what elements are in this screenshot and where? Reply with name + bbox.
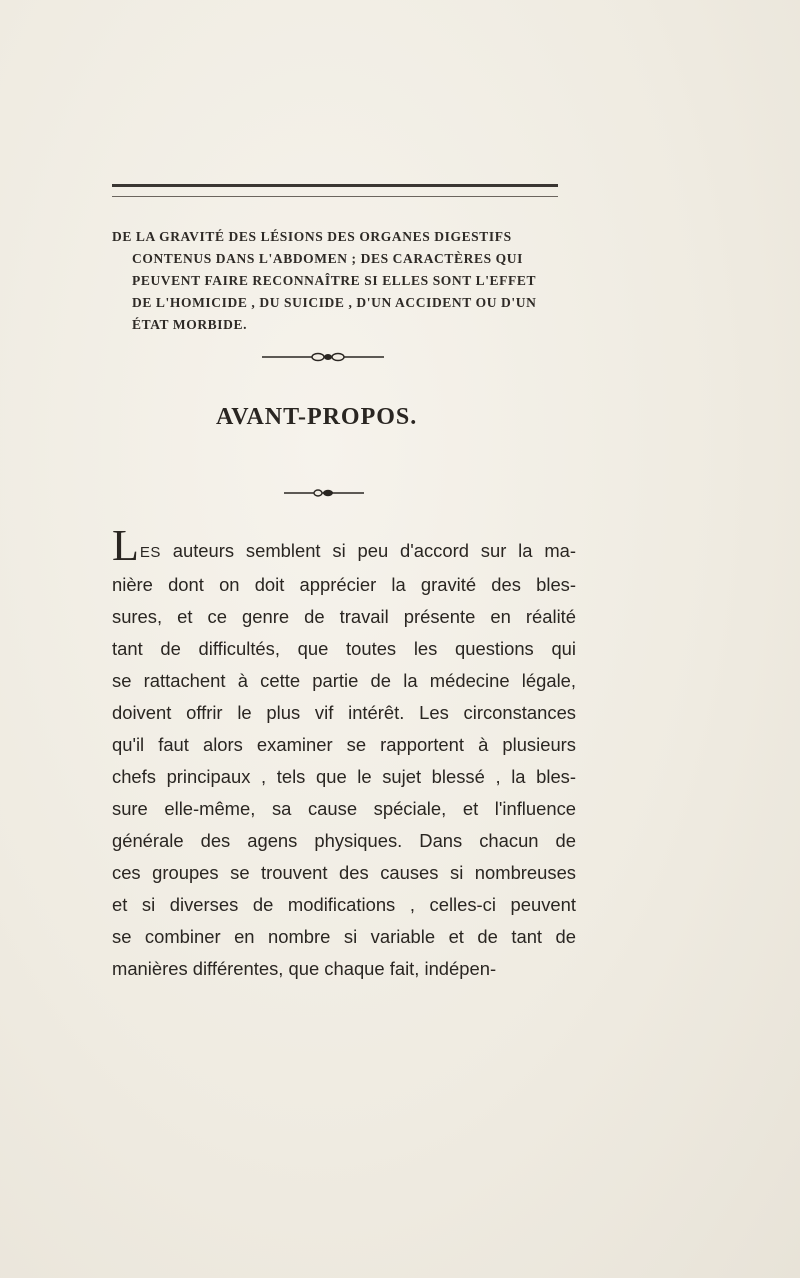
body-line-9: sure elle-même, sa cause spéciale, et l'influence	[112, 798, 576, 819]
body-line-13: se combiner en nombre si variable et de tant de	[112, 926, 576, 947]
body-line-6: doivent offrir le plus vif intérêt. Les circonstances	[112, 702, 576, 723]
body-line-3: sures, et ce genre de travail présente en réalité	[112, 606, 576, 627]
drop-cap-rest: ES	[139, 544, 161, 561]
drop-cap: L	[112, 521, 139, 570]
heading-line-4: DE L'HOMICIDE , DU SUICIDE , D'UN ACCIDENT OU D'UN	[132, 295, 537, 310]
body-line-2: nière dont on doit apprécier la gravité des bles-	[112, 574, 576, 595]
body-line-1-text: auteurs semblent si peu d'accord sur la ma-	[160, 540, 576, 561]
heading-line-3: PEUVENT FAIRE RECONNAÎTRE SI ELLES SONT L'EFFET	[132, 273, 537, 288]
body-line-7: qu'il faut alors examiner se rapportent à plusieurs	[112, 734, 576, 755]
top-rule-thick	[112, 184, 558, 187]
small-ornament-icon	[284, 488, 364, 498]
body-line-8: chefs principaux , tels que le sujet blessé , la bles-	[112, 766, 576, 787]
heading-line-1: DE LA GRAVITÉ DES LÉSIONS DES ORGANES DIGESTIFS	[112, 229, 512, 244]
body-line-1	[112, 521, 576, 570]
top-rule-thin	[112, 196, 558, 197]
body-line-12: et si diverses de modifications , celles-ci peuvent	[112, 894, 576, 915]
heading-line-5: ÉTAT MORBIDE.	[132, 317, 248, 332]
body-line-4: tant de difficultés, que toutes les questions qui	[112, 638, 576, 659]
body-line-14: manières différentes, que chaque fait, indépen-	[112, 958, 497, 979]
heading-line-2: CONTENUS DANS L'ABDOMEN ; DES CARACTÈRES QUI	[132, 251, 523, 266]
body-paragraph	[112, 521, 576, 985]
body-line-5: se rattachent à cette partie de la médecine légale,	[112, 670, 576, 691]
ornament-divider-icon	[262, 352, 384, 362]
section-title: AVANT-PROPOS.	[216, 404, 418, 430]
body-line-10: générale des agens physiques. Dans chacun de	[112, 830, 576, 851]
chapter-heading	[112, 226, 572, 336]
body-line-11: ces groupes se trouvent des causes si nombreuses	[112, 862, 576, 883]
